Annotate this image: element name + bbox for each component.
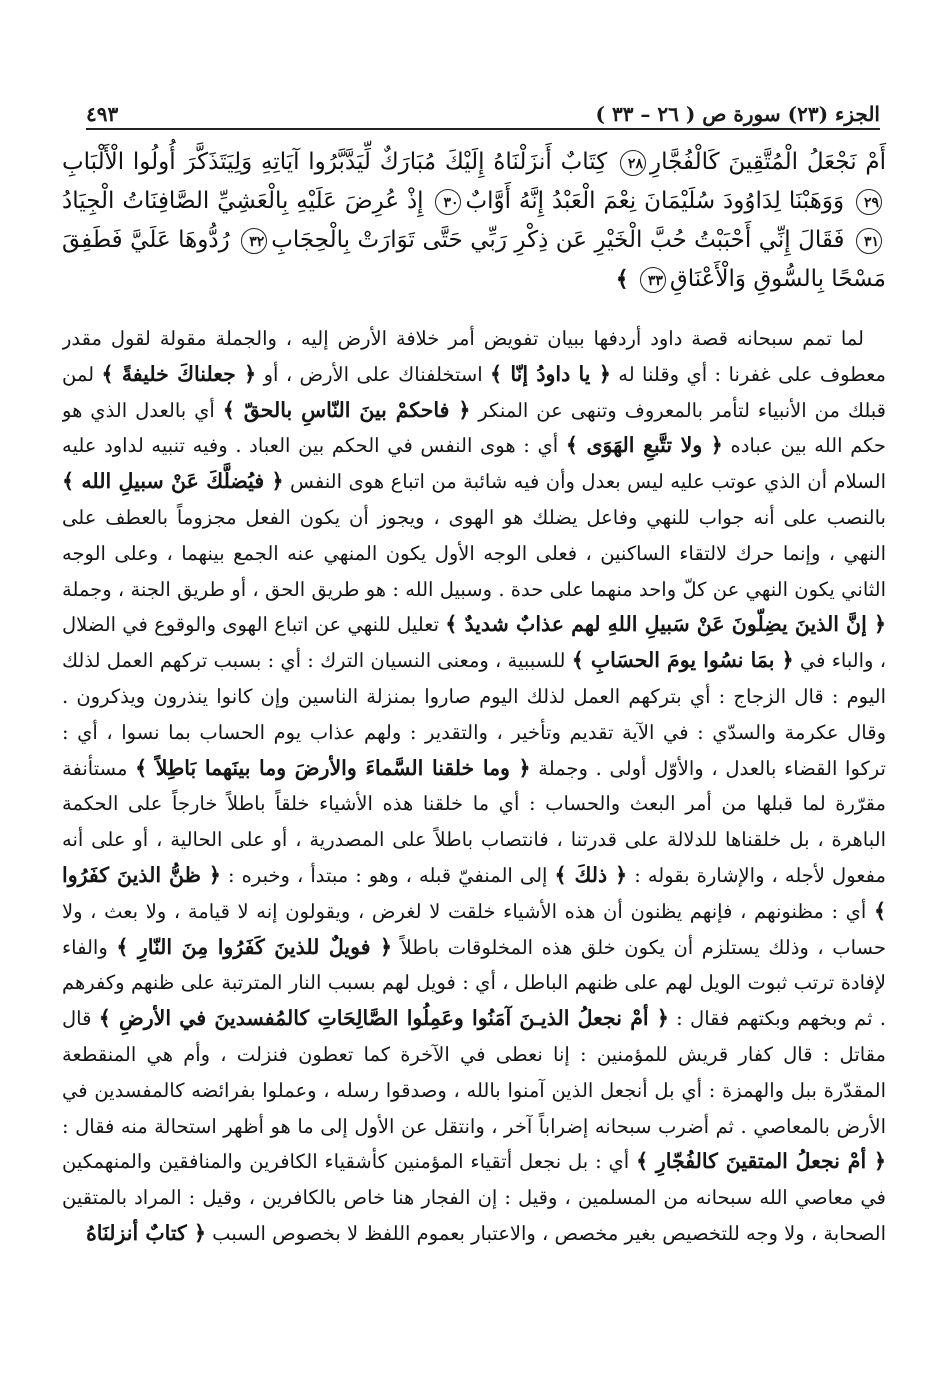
quoted-verse: ﴿ بمَا نسُوا يومَ الحسَابِ ﴾ [571, 648, 794, 673]
commentary-text: أي : هوى النفس في الحكم بين العباد . وفيه تنبيه لداود عليه السلام أن الذي عوتب عليه ليس بعدل وأن فيه شائبة من اتباع هوى النفس [62, 434, 886, 494]
commentary-text: لمن قبلك من الأنبياء لتأمر بالمعروف وتنهى عن المنكر [62, 362, 886, 422]
commentary-text: أي : مظنونهم ، فإنهم يظنون أن هذه الأشياء خلقت لا لغرض ، ويقولون إنه لا قيامة ، ولا بعث ، ولا حساب ، وذلك يستلزم أن يكون خلق هذه المخلوقات باطلاً [62, 899, 886, 959]
page-header [86, 92, 880, 126]
running-title: الجزء (٢٣) سورة ص ( ٢٦ – ٣٣ ) [595, 102, 880, 126]
commentary-text: للسببية ، ومعنى النسيان الترك : أي : بسبب تركهم العمل لذلك اليوم : قال الزجاج : أي بتركهم العمل لذلك اليوم صاروا بمنزلة الناسين وإن كانوا ينذرون ويذكرون . وقال عكرمة والسدّي : في الآية تقديم وتأخير ، والتقدير : ولهم عذاب يوم الحساب بما نسوا ، أي : تركوا القضاء بالعدل ، والأوّل أولى . وجملة [62, 649, 886, 780]
ayah-text: إِذْ عُرِضَ عَلَيْهِ بِالْعَشِيِّ الصَّافِنَاتُ الْجِيَادُ [62, 188, 424, 214]
ayah-number-marker: ٣٠ [435, 189, 461, 215]
commentary-text: استخلفناك على الأرض ، أو [256, 362, 491, 386]
header-divider [86, 128, 880, 130]
ayah-text: كِتَابٌ أَنزَلْنَاهُ إِلَيْكَ مُبَارَكٌ لِّيَدَّبَّرُوا آيَاتِهِ وَلِيَتَذَكَّرَ أُولُوا الْأَلْبَابِ [62, 149, 608, 175]
quoted-verse: ﴿ كتابٌ أنزلنَاهُ [86, 1220, 206, 1245]
ayah-text: فَقَالَ إِنِّي أَحْبَبْتُ حُبَّ الْخَيْرِ عَن ذِكْرِ رَبِّي حَتَّى تَوَارَتْ بِالْحِجَابِ [271, 227, 845, 253]
commentary-text: تعليل للنهي عن اتباع الهوى والوقوع في الضلال ، والباء في [62, 613, 886, 673]
quoted-verse: ﴿ فيُضلَّكَ عَنْ سبيلِ الله ﴾ [62, 469, 284, 494]
quoted-verse: ﴿ فويلٌ للذينَ كَفَرُوا مِنَ النّارِ ﴾ [116, 934, 393, 959]
ayah-number-marker: ٣١ [856, 228, 882, 254]
quoted-verse: ﴿ فاحكمْ بينَ النّاسِ بالحقّ ﴾ [222, 397, 471, 422]
quoted-verse: ﴿ ظنُّ الذينَ كفَرُوا ﴾ [62, 862, 886, 923]
commentary-paragraph [62, 321, 886, 1252]
quoted-verse: ﴿ أمْ نجعلُ المتقينَ كالفُجّارِ ﴾ [636, 1149, 886, 1174]
quoted-verse: ﴿ وما خلقنا السَّماءَ والأرضَ وما بينَهما بَاطِلاً ﴾ [135, 755, 531, 780]
quoted-verse: ﴿ ذلكَ ﴾ [554, 862, 628, 887]
quoted-verse: ﴿ يا داودُ إنّا ﴾ [490, 361, 611, 386]
quoted-verse: ﴿ أمْ نجعلُ الذيـنَ آمَنُوا وعَمِلُوا الصَّالِحَاتِ كالمُفسدينَ في الأرضِ ﴾ [98, 1006, 669, 1031]
commentary-text: أي : بل نجعل أتقياء المؤمنين كأشقياء الكافرين والمنافقين والمنهمكين في معاصي الله سبحانه من المسلمين ، وقيل : إن الفجار هنا خاص بالكافرين ، وقيل : المراد بالمتقين الصحابة ، ولا وجه للتخصيص بغير مخصص ، والاعتبار بعموم اللفظ لا بخصوص السبب [62, 1150, 886, 1245]
commentary-text: والفاء لإفادة ترتب ثبوت الويل لهم على ظنهم الباطل ، أي : فويل لهم بسبب النار المترتبة على ظنهم وكفرهم . ثم وبخهم وبكتهم فقال : [62, 935, 886, 1031]
commentary-text: بالنصب على أنه جواب للنهي وفاعل يضلك هو الهوى ، ويجوز أن يكون الفعل مجزوماً بالعطف على النهي ، وإنما حرك لالتقاء الساكنين ، فعلى الوجه الأول يكون المنهي عنه الجمع بينهما ، وعلى الوجه الثاني يكون النهي عن كلّ واحد منهما على حدة . وسبيل الله : هو طريق الحق ، أو طريق الجنة ، وجملة [62, 505, 886, 601]
ayah-number-marker: ٢٨ [620, 150, 646, 176]
closing-bracket-mark: ﴾ [615, 266, 629, 292]
ayah-text: وَوَهَبْنَا لِدَاوُودَ سُلَيْمَانَ نِعْمَ الْعَبْدُ إِنَّهُ أَوَّابٌ [465, 188, 845, 214]
commentary-text: لما تمم سبحانه قصة داود أردفها ببيان تفويض أمر خلافة الأرض إليه ، والجملة مقولة لقول مقدر معطوف على غفرنا : أي وقلنا له [62, 327, 886, 386]
tafsir-commentary [62, 321, 886, 1333]
quoted-verse: ﴿ ولا تتَّبعِ الهَوَى ﴾ [565, 433, 723, 458]
quran-verses-block [62, 143, 886, 299]
ayah-number-marker: ٣٣ [640, 267, 666, 293]
page-number: ٤٩٣ [86, 102, 119, 126]
ayah-text: رُدُّوهَا عَلَيَّ فَطَفِقَ مَسْحًا بِالسُّوقِ وَالْأَعْنَاقِ [62, 227, 886, 292]
commentary-text: أي بالعدل الذي هو حكم الله بين عباده [62, 398, 886, 458]
quoted-verse: ﴿ جعلناكَ خليفةً ﴾ [101, 361, 257, 386]
ayah-number-marker: ٣٢ [241, 228, 267, 254]
ayah-number-marker: ٢٩ [856, 189, 882, 215]
quoted-verse: ﴿ إنَّ الذينَ يضِلّونَ عَنْ سَبيلِ اللهِ لهم عذابٌ شديدٌ ﴾ [445, 612, 886, 637]
commentary-text: مستأنفة مقرّرة لما قبلها من أمر البعث والحساب : أي ما خلقنا هذه الأشياء خلقاً باطلاً خارجاً على الحكمة الباهرة ، بل خلقناها للدلالة على قدرتنا ، فانتصاب باطلاً على المصدرية ، أو على الحالية ، أو على أنه مفعول لأجله ، والإشارة بقوله : [62, 756, 886, 887]
ayah-text: أَمْ نَجْعَلُ الْمُتَّقِينَ كَالْفُجَّارِ [649, 149, 887, 175]
commentary-text: قال مقاتل : قال كفار قريش للمؤمنين : إنا نعطى في الآخرة كما تعطون فنزلت ، وأم هي المنقطعة المقدّرة ببل والهمزة : أي بل أنجعل الذين آمنوا بالله ، وصدقوا رسله ، وعملوا بفرائضه كالمفسدين في الأرض بالمعاصي . ثم أضرب سبحانه إضراباً آخر ، وانتقل عن الأول إلى ما هو أظهر استحالة منه فقال : [62, 1007, 886, 1138]
commentary-text: إلى المنفيّ قبله ، وهو : مبتدأ ، وخبره : [220, 863, 555, 887]
